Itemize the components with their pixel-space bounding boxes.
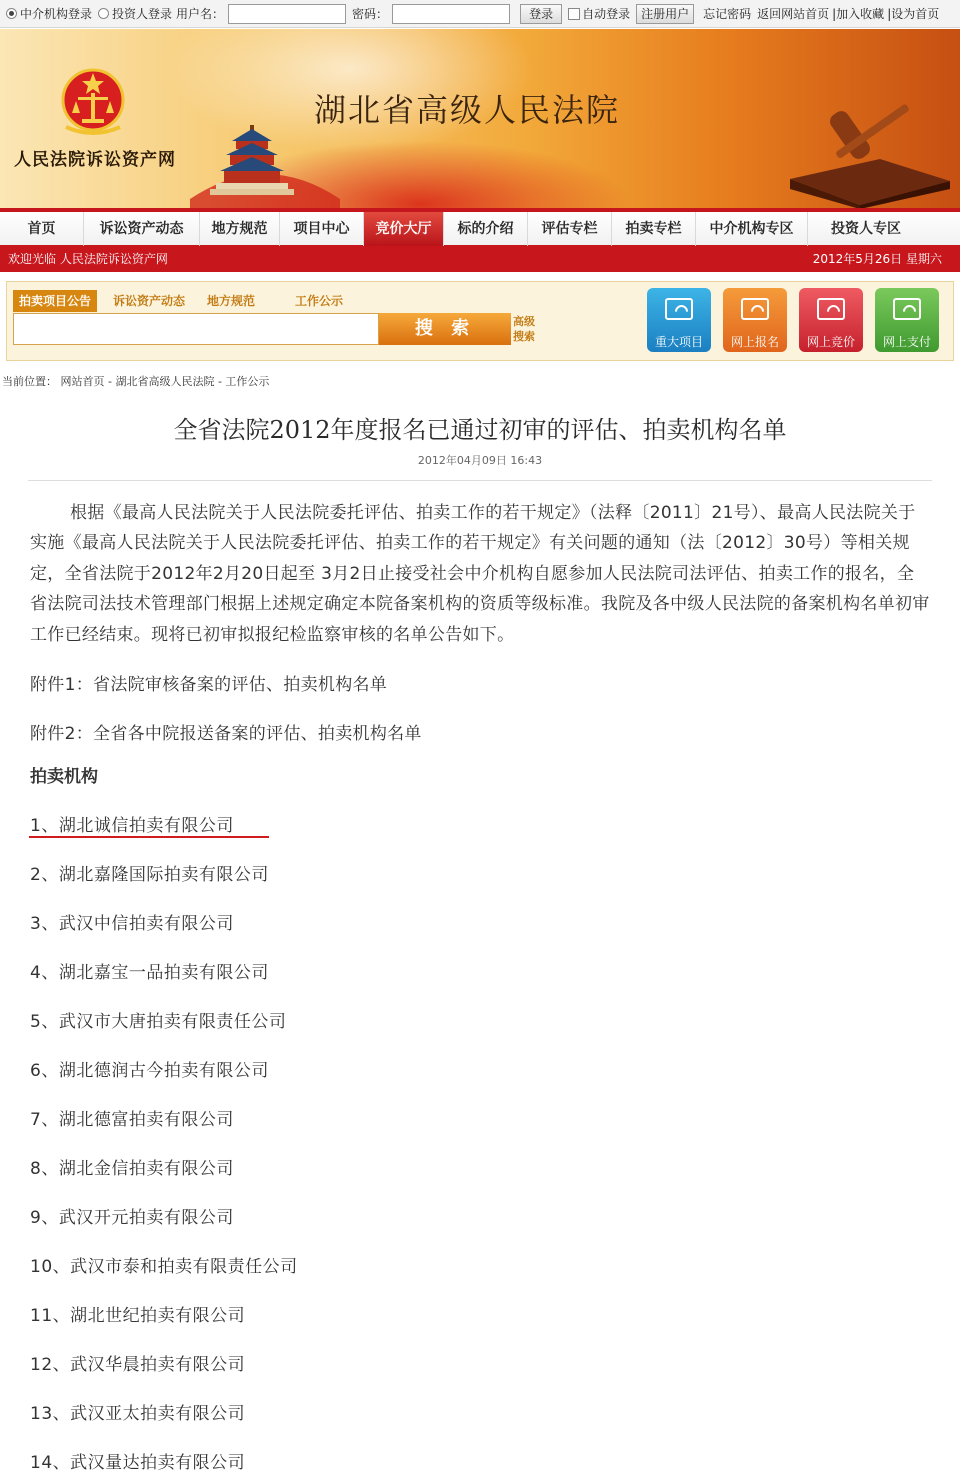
nav-agency-zone[interactable]: 中介机构专区 bbox=[696, 212, 808, 246]
investor-login-radio[interactable] bbox=[98, 8, 109, 19]
search-tab-local-rules[interactable]: 地方规范 bbox=[207, 294, 256, 308]
welcome-bar bbox=[0, 246, 960, 272]
nav-appraisal-column[interactable]: 评估专栏 bbox=[528, 212, 612, 246]
org-list-item: 12、武汉华晨拍卖有限公司 bbox=[30, 1355, 246, 1375]
major-projects-button[interactable] bbox=[647, 288, 711, 352]
set-home-link[interactable]: |设为首页 bbox=[887, 7, 940, 21]
nav-auction-column[interactable]: 拍卖专栏 bbox=[612, 212, 696, 246]
investor-login-label: 投资人登录 bbox=[112, 7, 173, 21]
section-title: 拍卖机构 bbox=[30, 767, 98, 787]
nav-project-center[interactable]: 项目中心 bbox=[280, 212, 364, 246]
org-list-item: 8、湖北金信拍卖有限公司 bbox=[30, 1159, 234, 1179]
org-list-item: 7、湖北德富拍卖有限公司 bbox=[30, 1110, 234, 1130]
temple-of-heaven-icon bbox=[190, 119, 340, 208]
password-label: 密码： bbox=[352, 7, 389, 21]
online-registration-label: 网上报名 bbox=[730, 335, 779, 349]
main-nav bbox=[0, 208, 960, 246]
agency-login-label: 中介机构登录 bbox=[20, 7, 93, 21]
org-list-item: 1、湖北诚信拍卖有限公司 bbox=[30, 816, 234, 836]
site-name: 人民法院诉讼资产网 bbox=[14, 150, 176, 170]
register-button[interactable]: 注册用户 bbox=[636, 4, 694, 24]
court-emblem-icon bbox=[60, 67, 126, 137]
online-bidding-label: 网上竞价 bbox=[806, 335, 855, 349]
agency-login-radio[interactable] bbox=[6, 8, 17, 19]
article-title: 全省法院2012年度报名已通过初审的评估、拍卖机构名单 bbox=[173, 416, 787, 444]
org-list-item: 4、湖北嘉宝一品拍卖有限公司 bbox=[30, 963, 269, 983]
org-list-item: 9、武汉开元拍卖有限公司 bbox=[30, 1208, 234, 1228]
article-date: 2012年04月09日 16:43 bbox=[417, 454, 543, 467]
auto-login-checkbox[interactable] bbox=[568, 8, 580, 20]
search-tab-auction-notice[interactable]: 拍卖项目公告 bbox=[13, 290, 97, 312]
attachment-1-link[interactable]: 附件1：省法院审核备案的评估、拍卖机构名单 bbox=[30, 675, 388, 695]
nav-litigation-news[interactable]: 诉讼资产动态 bbox=[84, 212, 200, 246]
tv-icon bbox=[817, 298, 845, 320]
nav-bidding-hall[interactable]: 竞价大厅 bbox=[364, 212, 444, 246]
add-favorite-link[interactable]: |加入收藏 bbox=[832, 7, 885, 21]
highlight-underline bbox=[29, 836, 269, 838]
login-button[interactable]: 登录 bbox=[520, 4, 562, 24]
online-bidding-button[interactable] bbox=[799, 288, 863, 352]
attachment-2-link[interactable]: 附件2：全省各中院报送备案的评估、拍卖机构名单 bbox=[30, 724, 422, 744]
org-list-item: 5、武汉市大唐拍卖有限责任公司 bbox=[30, 1012, 287, 1032]
search-tab-litigation-news[interactable]: 诉讼资产动态 bbox=[113, 294, 186, 308]
org-list-item: 10、武汉市泰和拍卖有限责任公司 bbox=[30, 1257, 298, 1277]
site-banner bbox=[0, 29, 960, 208]
search-button[interactable]: 搜 索 bbox=[379, 313, 511, 345]
org-list-item: 2、湖北嘉隆国际拍卖有限公司 bbox=[30, 865, 269, 885]
login-bar bbox=[0, 0, 960, 28]
org-list-item: 3、武汉中信拍卖有限公司 bbox=[30, 914, 234, 934]
org-list-item: 11、湖北世纪拍卖有限公司 bbox=[30, 1306, 246, 1326]
nav-local-rules[interactable]: 地方规范 bbox=[200, 212, 280, 246]
forgot-password-link[interactable]: 忘记密码 bbox=[703, 7, 752, 21]
org-list-item: 13、武汉亚太拍卖有限公司 bbox=[30, 1404, 246, 1424]
online-payment-button[interactable] bbox=[875, 288, 939, 352]
tv-icon bbox=[665, 298, 693, 320]
org-list-item: 6、湖北德润古今拍卖有限公司 bbox=[30, 1061, 269, 1081]
advanced-search-link[interactable]: 高级搜索 bbox=[513, 315, 535, 343]
article-body: 根据《最高人民法院关于人民法院委托评估、拍卖工作的若干规定》（法释〔2011〕21号）、最高人民法院关于实施《最高人民法院关于人民法院委托评估、拍卖工作的若干规定》有关问题的通知（法〔2012〕30号）等相关规定，全省法院于2012年2月20日起至 3月2日止接受社会中介机构自愿参加人民法院司法评估、拍卖工作的报名，全省法院司法技术管理部门根据上述规定确定本院备案机构的资质等级标准。我院及各中级人民法院的备案机构名单初审工作已经结束。现将已初审拟报纪检监察审核的名单公告如下。 bbox=[30, 503, 930, 645]
search-input[interactable] bbox=[13, 313, 379, 345]
gavel-icon bbox=[760, 89, 950, 208]
title-divider bbox=[28, 480, 932, 481]
tv-icon bbox=[741, 298, 769, 320]
search-panel bbox=[6, 281, 954, 361]
back-home-link[interactable]: 返回网站首页 bbox=[757, 7, 830, 21]
auto-login-label: 自动登录 bbox=[582, 7, 631, 21]
search-tab-work-notice[interactable]: 工作公示 bbox=[295, 294, 344, 308]
major-projects-label: 重大项目 bbox=[654, 335, 703, 349]
username-input[interactable] bbox=[228, 4, 346, 24]
username-label: 用户名： bbox=[176, 7, 225, 21]
current-date: 2012年5月26日 星期六 bbox=[812, 252, 942, 266]
nav-home[interactable]: 首页 bbox=[0, 212, 84, 246]
welcome-text: 欢迎光临 人民法院诉讼资产网 bbox=[8, 252, 168, 266]
org-list-item: 14、武汉量达拍卖有限公司 bbox=[30, 1453, 246, 1473]
breadcrumb: 当前位置： 网站首页 - 湖北省高级人民法院 - 工作公示 bbox=[2, 375, 270, 388]
online-payment-label: 网上支付 bbox=[882, 335, 931, 349]
court-title: 湖北省高级人民法院 bbox=[314, 91, 621, 129]
tv-icon bbox=[893, 298, 921, 320]
nav-subject-intro[interactable]: 标的介绍 bbox=[444, 212, 528, 246]
online-registration-button[interactable] bbox=[723, 288, 787, 352]
nav-investor-zone[interactable]: 投资人专区 bbox=[831, 221, 901, 237]
password-input[interactable] bbox=[392, 4, 510, 24]
